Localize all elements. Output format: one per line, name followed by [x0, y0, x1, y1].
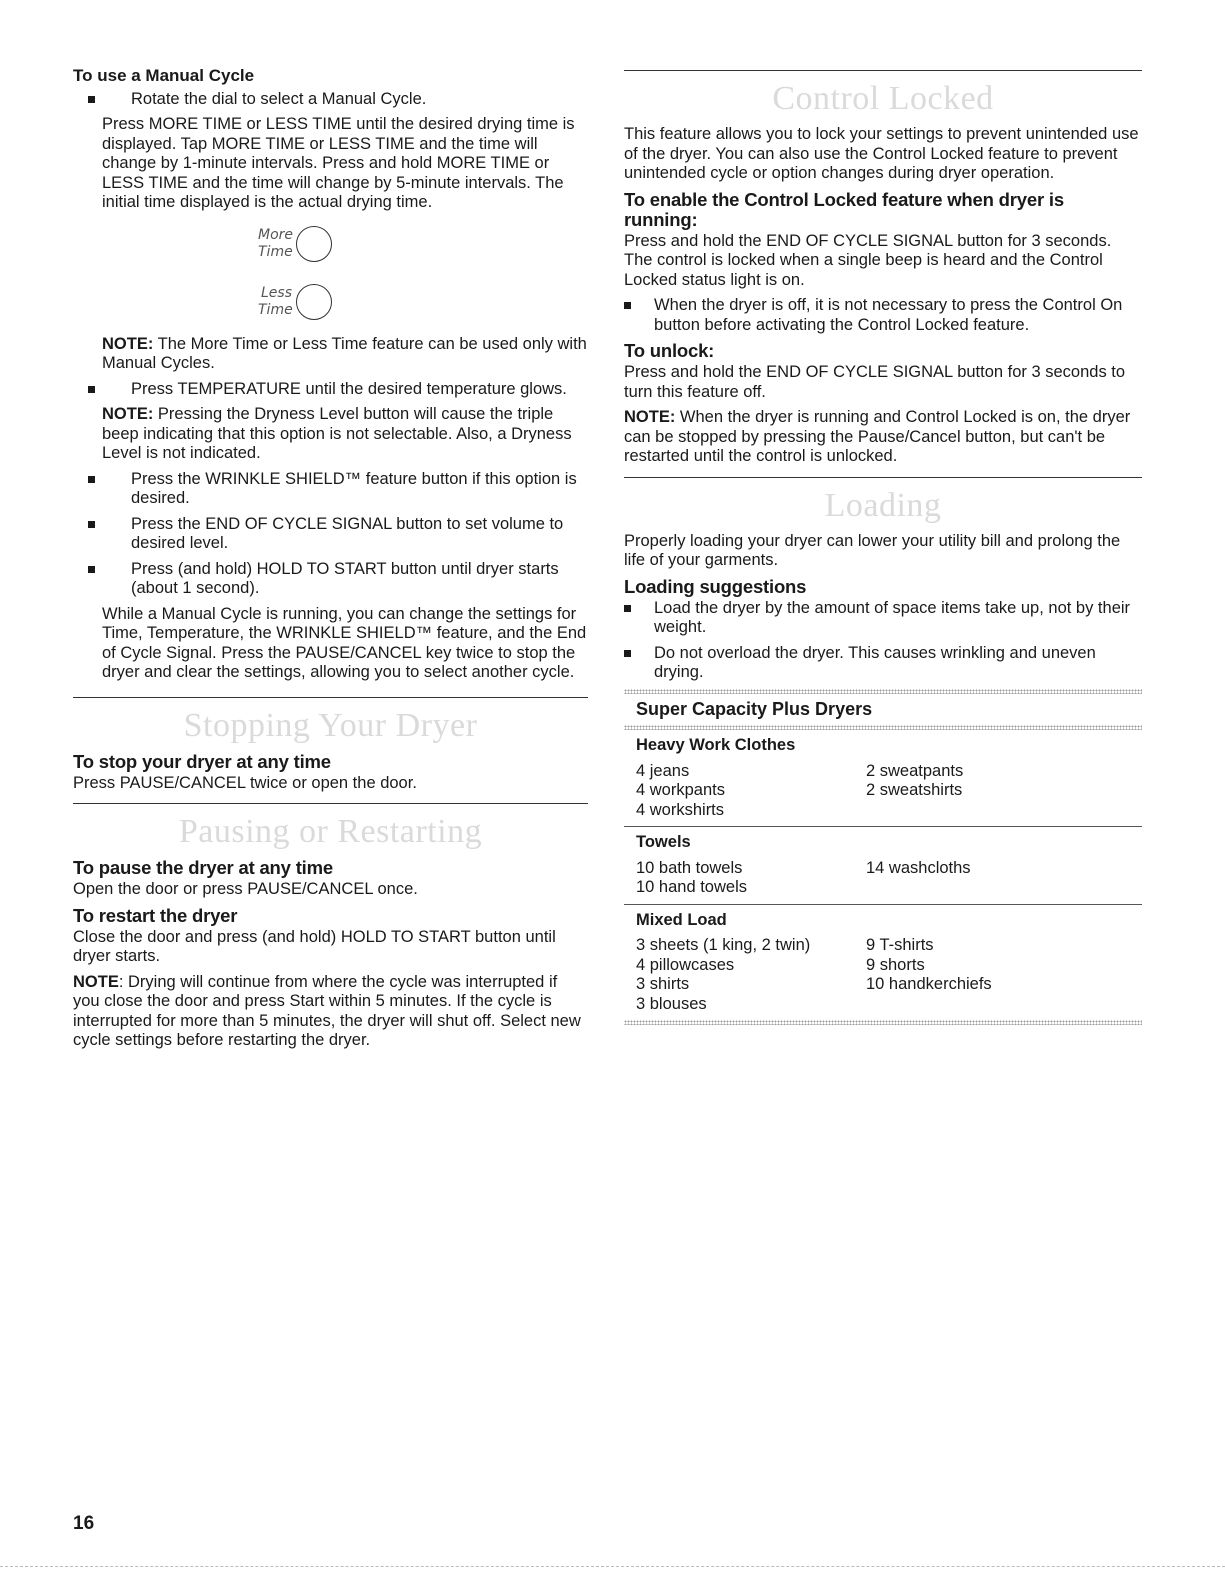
load-item: 4 jeans: [636, 761, 690, 780]
note-label: NOTE:: [102, 334, 154, 353]
load-item: 4 pillowcases: [636, 955, 735, 974]
left-column: [73, 62, 588, 1057]
while-running-text: While a Manual Cycle is running, you can change the settings for Time, Temperature, the WRINKLE SHIELD™ feature, and the End of Cycle Signal. Press the PAUSE/CANCEL key twice to stop the dryer and clear the settings, allowing you to select another cycle.: [102, 604, 587, 681]
load-item: 4 workpants: [636, 781, 725, 799]
enable-control-locked-heading: To enable the Control Locked feature when dryer is running:: [624, 188, 1064, 230]
load-group-mixed: [624, 911, 1142, 1015]
load-group-name: Mixed Load: [636, 910, 727, 929]
more-time-label-1: More: [258, 226, 294, 243]
loading-intro: Properly loading your dryer can lower your utility bill and prolong the life of your garments.: [624, 531, 1121, 569]
circle-button-icon: [296, 284, 332, 320]
section-divider: [624, 477, 1142, 478]
load-item: 10 handkerchiefs: [866, 975, 992, 993]
load-item: 9 shorts: [866, 955, 925, 974]
restart-heading: To restart the dryer: [73, 904, 238, 926]
bullet-temperature-text: Press TEMPERATURE until the desired temperature glows.: [131, 379, 567, 398]
load-item: 3 sheets (1 king, 2 twin): [636, 936, 811, 954]
load-item: 14 washcloths: [866, 858, 971, 877]
pausing-section-title: Pausing or Restarting: [178, 813, 483, 850]
bullet-square-icon: [624, 605, 631, 612]
bullet-hold: [73, 560, 588, 599]
note-more-less: [73, 335, 588, 374]
note-text: : Drying will continue from where the cycle was interrupted if you close the door and press Start within 5 minutes. If the cycle is interrupted for more than 5 minutes, the dryer will shut off. Select new cycle settings before restarting the dryer.: [73, 972, 581, 1049]
stopping-section-title: Stopping Your Dryer: [183, 706, 478, 744]
table-header-rule: [624, 725, 1142, 730]
note-label: NOTE:: [102, 405, 154, 423]
right-column: [624, 70, 1142, 1031]
bullet-rotate-text: Rotate the dial to select a Manual Cycle.: [131, 89, 427, 108]
bullet-square-icon: [88, 476, 95, 483]
restart-text: Close the door and press (and hold) HOLD TO START button until dryer starts.: [73, 927, 556, 965]
load-group-towels: [624, 833, 1142, 898]
bullet-square-icon: [88, 566, 95, 573]
bullet-signal-text: Press the END OF CYCLE SIGNAL button to set volume to desired level.: [131, 514, 564, 552]
table-bottom-rule: [624, 1020, 1142, 1025]
bullet-wrinkle-text: Press the WRINKLE SHIELD™ feature button if this option is desired.: [131, 469, 577, 507]
more-time-button-graphic: [258, 219, 588, 269]
bullet-square-icon: [88, 521, 95, 528]
note-dryness: [73, 405, 588, 464]
less-time-button-graphic: [258, 277, 588, 327]
table-group-divider: [624, 904, 1142, 905]
load-item: 4 workshirts: [636, 800, 725, 819]
bullet-wrinkle: [73, 470, 588, 509]
enable-control-locked-text: Press and hold the END OF CYCLE SIGNAL button for 3 seconds. The control is locked when a single beep is heard and the Control Locked status light is on.: [624, 231, 1112, 289]
pause-heading: To pause the dryer at any time: [73, 857, 333, 878]
load-item: 3 shirts: [636, 975, 690, 993]
pause-text: Open the door or press PAUSE/CANCEL once.: [73, 880, 418, 898]
loading-section-title: Loading: [824, 486, 942, 524]
less-time-label-2: Time: [258, 301, 293, 318]
bullet-rotate: [73, 90, 588, 110]
load-group-name: Towels: [636, 833, 691, 851]
load-group-heavy-work: [624, 736, 1142, 820]
note-label: NOTE: [73, 972, 119, 991]
bullet-signal: [73, 515, 588, 554]
load-item: 9 T-shirts: [866, 936, 934, 954]
control-locked-intro: This feature allows you to lock your settings to prevent unintended use of the dryer. You can also use the Control Locked feature to prevent unintended cycle or option changes during dryer operation.: [624, 125, 1139, 182]
time-buttons-graphic: [258, 219, 588, 327]
note-control-locked: [624, 408, 1142, 467]
load-group-name: Heavy Work Clothes: [636, 736, 796, 754]
load-table-title: Super Capacity Plus Dryers: [636, 698, 873, 719]
bullet-no-overload: [624, 644, 1142, 683]
section-divider: [624, 70, 1142, 71]
unlock-text: Press and hold the END OF CYCLE SIGNAL button for 3 seconds to turn this feature off.: [624, 363, 1126, 401]
loading-suggestions-heading: Loading suggestions: [624, 575, 807, 597]
bullet-dryer-off-text: When the dryer is off, it is not necessary to press the Control On button before activating the Control Locked feature.: [654, 296, 1123, 334]
more-time-instructions: Press MORE TIME or LESS TIME until the desired drying time is displayed. Tap MORE TIME or LESS TIME and the time will change by 1-minute intervals. Press and hold MORE TIME or LESS TIME and the time will change by 5-minute intervals. The initial time displayed is the actual drying time.: [102, 115, 575, 211]
bullet-square-icon: [624, 650, 631, 657]
note-drying-continue: [73, 973, 588, 1051]
bullet-square-icon: [624, 302, 631, 309]
bullet-no-overload-text: Do not overload the dryer. This causes wrinkling and uneven drying.: [654, 643, 1096, 681]
page-bottom-rule: [0, 1566, 1225, 1567]
note-text: When the dryer is running and Control Locked is on, the dryer can be stopped by pressing the Pause/Cancel button, but can't be restarted until the control is unlocked.: [624, 408, 1131, 465]
unlock-heading: To unlock:: [624, 340, 715, 361]
manual-cycle-heading: To use a Manual Cycle: [73, 66, 255, 85]
bullet-load-by-space-text: Load the dryer by the amount of space items take up, not by their weight.: [654, 598, 1131, 636]
load-item: 10 hand towels: [636, 878, 747, 896]
load-item: 2 sweatpants: [866, 761, 964, 780]
note-text: Pressing the Dryness Level button will cause the triple beep indicating that this option is not selectable. Also, a Dryness Level is not indicated.: [102, 405, 572, 462]
section-divider: [73, 803, 588, 804]
table-top-rule: [624, 689, 1142, 694]
stop-text: Press PAUSE/CANCEL twice or open the door.: [73, 773, 417, 792]
table-group-divider: [624, 826, 1142, 827]
bullet-square-icon: [88, 96, 95, 103]
circle-button-icon: [296, 226, 332, 262]
stop-heading: To stop your dryer at any time: [73, 750, 331, 772]
bullet-dryer-off: [624, 296, 1142, 335]
less-time-label-1: Less: [260, 284, 292, 301]
page-number: 16: [73, 1513, 95, 1534]
note-label: NOTE:: [624, 408, 676, 426]
bullet-load-by-space: [624, 599, 1142, 638]
bullet-hold-text: Press (and hold) HOLD TO START button until dryer starts (about 1 second).: [131, 559, 559, 597]
bullet-temperature: [73, 380, 588, 400]
note-text: The More Time or Less Time feature can be used only with Manual Cycles.: [102, 334, 587, 372]
load-item: 3 blouses: [636, 994, 707, 1013]
more-time-label-2: Time: [258, 243, 293, 260]
section-divider: [73, 697, 588, 698]
load-item: 10 bath towels: [636, 858, 743, 877]
bullet-square-icon: [88, 386, 95, 393]
control-locked-section-title: Control Locked: [772, 80, 994, 117]
load-item: 2 sweatshirts: [866, 781, 963, 799]
